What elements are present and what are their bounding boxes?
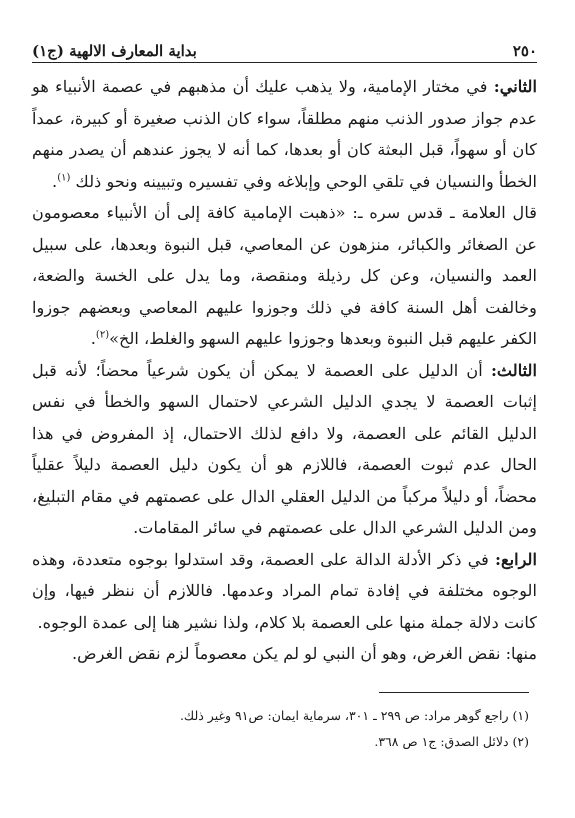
- paragraph-fourth: [32, 544, 537, 639]
- paragraph-text: قال العلامة ـ قدس سره ـ: «ذهبت الإمامية كافة إلى أن الأنبياء معصومون عن الصغائر والكبائر، منزهون عن المعاصي، قبل النبوة وبعدها، على سبيل العمد والنسيان، وعن كل رذيلة ومنقصة، وما يدل على الخسة والضعة، وخالفت أهل السنة كافة في ذلك وجوزوا عليهم المعاصي وبعضهم جوزوا الكفر عليهم قبل النبوة وبعدها وجوزوا عليهم السهو والغلط، الخ»: [32, 203, 537, 348]
- paragraph-lead: الثالث:: [490, 360, 537, 380]
- paragraph-lead: الثاني:: [493, 77, 537, 96]
- footnotes: [32, 703, 537, 755]
- header-rule: [32, 62, 537, 63]
- paragraph-second: [32, 71, 537, 197]
- footnote-2: (٢) دلائل الصدق: ج١ ص ٣٦٨.: [374, 733, 529, 749]
- paragraph-end: .: [52, 171, 58, 191]
- paragraph-text: منها: نقض الغرض، وهو أن النبي لو لم يكن معصوماً لزم نقض الغرض.: [72, 644, 537, 663]
- paragraph-text: أن الدليل على العصمة لا يمكن أن يكون شرعياً محضاً؛ لأنه قبل إثبات العصمة لا يجدي الدليل الشرعي لاحتمال السهو والخطأ في نفس الدليل القائم على العصمة، ولا دافع لذلك الاحتمال، إذ المفروض في هذا الحال عدم ثبوت العصمة، فاللازم هو أن يكون دليل العصمة دليلاً عقلياً محضاً، أو دليلاً مركباً من الدليل العقلي الدال على عصمتهم في مقام التبليغ، ومن الدليل الشرعي الدال على عصمتهم في سائر المقامات.: [32, 360, 537, 537]
- paragraph-end: .: [90, 329, 96, 348]
- book-page: [32, 18, 537, 808]
- paragraph-text: في مختار الإمامية، ولا يذهب عليك أن مذهبهم في عصمة الأنبياء هو عدم جواز صدور الذنب منهم مطلقاً، سواء كان الذنب صغيرة أو كبيرة، عمداً كان أو سهواً، قبل البعثة كان أو بعدها، كما أنه لا يجوز عندهم أن يصدر منهم الخطأ والنسيان في تلقي الوحي وإبلاغه وفي تفسيره وتبيينه ونحو ذلك: [32, 77, 537, 191]
- paragraph-text: في ذكر الأدلة الدالة على العصمة، وقد استدلوا بوجوه متعددة، وهذه الوجوه مختلفة في إفادة تمام المراد وعدمها. فاللازم أن ننظر فيها، وإن كانت دلالة جملة منها على العصمة بلا كلام، ولذا نشير هنا إلى عمدة الوجوه.: [32, 549, 537, 632]
- running-head: [32, 18, 537, 62]
- footnote-rule: [379, 692, 529, 693]
- running-title: بداية المعارف الالهية (ج١): [32, 42, 197, 60]
- paragraph-naqd-gharad: [32, 638, 537, 670]
- page-number: ٢٥٠: [512, 42, 537, 60]
- footnote-reference: (١): [57, 172, 71, 184]
- main-text: [32, 71, 537, 670]
- paragraph-allama-quote: [32, 197, 537, 355]
- paragraph-third: [32, 355, 537, 544]
- footnote-1: (١) راجع گوهر مراد: ص ٢٩٩ ـ ٣٠١، سرماية ايمان: ص٩١ وغير ذلك.: [179, 707, 529, 723]
- paragraph-lead: الرابع:: [495, 549, 537, 569]
- footnote-reference: (٢): [95, 329, 110, 341]
